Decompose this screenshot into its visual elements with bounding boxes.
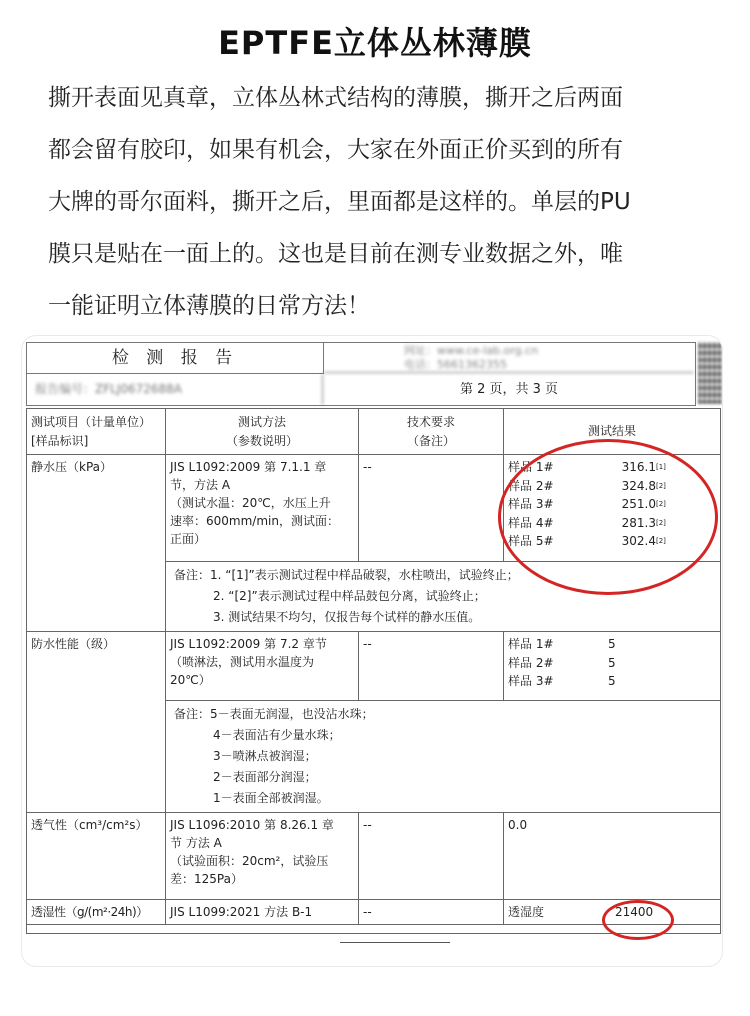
method-water-repellency (166, 632, 359, 701)
result-air-permeability: 0.0 (504, 813, 721, 900)
sample-label: 样品 3# (508, 497, 554, 511)
report-page-number: 第 2 页，共 3 页 (459, 382, 559, 397)
sample-mark: [2] (656, 481, 666, 490)
method-line: JIS L1092:2009 第 7.2 章节 (170, 637, 327, 651)
sample-label: 样品 3# (508, 674, 554, 688)
highlight-circle-moisture (602, 900, 674, 940)
report-heading: 检 测 报 告 (27, 343, 324, 374)
method-line: 差：125Pa） (170, 872, 243, 886)
sample-value: 281.3 (621, 515, 656, 530)
intro-line: 撕开表面见真章，立体丛林式结构的薄膜，撕开之后两面 (48, 85, 623, 111)
sample-result (508, 672, 716, 691)
test-report-document (22, 336, 722, 966)
requirement-air-permeability: -- (359, 813, 504, 900)
intro-line: 大牌的哥尔面料，撕开之后，里面都是这样的。单层的PU (48, 189, 631, 215)
sample-result (508, 654, 716, 673)
contact-line: 电话：5661362355 (404, 358, 507, 371)
result-water-repellency (504, 632, 721, 701)
sample-value: 251.0 (621, 497, 656, 511)
method-air-permeability (166, 813, 359, 900)
method-hydrostatic (166, 455, 359, 562)
sample-label: 样品 5# (508, 534, 554, 548)
sample-mark: [2] (656, 537, 666, 545)
method-line: 正面） (170, 532, 207, 546)
qr-code-icon (698, 342, 722, 404)
sample-label: 样品 1# (508, 460, 554, 474)
sample-value: 316.1 (621, 460, 656, 474)
header-item: 测试项目（计量单位） [样品标识] (27, 409, 166, 455)
note-line: 3－喷淋点被润湿； (213, 749, 317, 763)
report-number: 报告编号：ZFLJ0672688A (27, 374, 323, 405)
method-line: 节，方法 A (170, 478, 231, 492)
intro-line: 膜只是贴在一面上的。这也是目前在测专业数据之外，唯 (48, 241, 623, 267)
method-line: （喷淋法，测试用水温度为 (170, 655, 315, 669)
report-header (26, 342, 696, 406)
note-line: 备注：1. “[1]”表示测试过程中样品破裂，水柱喷出，试验终止； (174, 568, 519, 582)
method-line: （试验面积：20cm²，试验压 (170, 854, 329, 868)
sample-label: 样品 2# (508, 478, 554, 493)
method-line: JIS L1092:2009 第 7.1.1 章 (170, 460, 327, 474)
sample-label: 样品 1# (508, 637, 554, 651)
sample-label: 样品 4# (508, 515, 554, 530)
note-water-repellency (166, 701, 721, 813)
method-line: （测试水温：20℃，水压上升 (170, 496, 331, 510)
note-line: 3. 测试结果不均匀，仅报告每个试样的静水压值。 (213, 610, 481, 624)
sample-value: 5 (608, 637, 616, 651)
item-moisture-permeability: 透湿性（g/(m²·24h)） (27, 900, 166, 925)
page-title: EPTFE立体丛林薄膜 (218, 24, 532, 62)
moisture-value: 21400 (615, 905, 654, 919)
item-hydrostatic: 静水压（kPa） (27, 455, 166, 632)
method-moisture-permeability: JIS L1099:2021 方法 B-1 (166, 900, 359, 925)
requirement-moisture-permeability: -- (359, 900, 504, 925)
end-of-table-line (340, 942, 450, 943)
note-line: 4－表面沾有少量水珠； (213, 728, 341, 742)
sample-mark: [2] (656, 518, 666, 527)
requirement-hydrostatic: -- (359, 455, 504, 562)
moisture-label: 透湿度 (508, 905, 545, 919)
intro-line: 一能证明立体薄膜的日常方法！ (48, 293, 370, 319)
header-result: 测试结果 (504, 409, 721, 455)
method-line: 20℃） (170, 673, 211, 687)
intro-paragraph (48, 72, 708, 332)
method-line: 节 方法 A (170, 836, 222, 850)
note-line: 1－表面全部被润湿。 (213, 791, 329, 805)
sample-value: 5 (608, 655, 616, 670)
note-line: 备注：5－表面无润湿，也没沾水珠； (174, 707, 374, 721)
header-method: 测试方法 （参数说明） (166, 409, 359, 455)
sample-label: 样品 2# (508, 655, 554, 670)
sample-value: 324.8 (621, 478, 656, 493)
highlight-circle-hydrostatic (498, 439, 718, 595)
requirement-water-repellency: -- (359, 632, 504, 701)
intro-line: 都会留有胶印，如果有机会，大家在外面正价买到的所有 (48, 137, 623, 163)
sample-value: 302.4 (621, 534, 656, 548)
report-contact (324, 343, 694, 373)
sample-value: 5 (608, 674, 616, 688)
contact-line: 网址：www.ce-lab.org.cn (404, 344, 539, 357)
sample-mark: [1] (656, 463, 666, 471)
sample-mark: [2] (656, 500, 666, 508)
table-row (27, 632, 721, 701)
sample-result (508, 635, 716, 654)
table-row (27, 813, 721, 900)
item-water-repellency: 防水性能（级） (27, 632, 166, 813)
method-line: 速率：600mm/min，测试面： (170, 514, 339, 528)
method-line: JIS L1096:2010 第 8.26.1 章 (170, 818, 334, 832)
note-line: 2. “[2]”表示测试过程中样品鼓包分离，试验终止； (213, 589, 486, 603)
header-requirement: 技术要求 （备注） (359, 409, 504, 455)
item-air-permeability: 透气性（cm³/cm²s） (27, 813, 166, 900)
note-line: 2－表面部分润湿； (213, 770, 317, 784)
